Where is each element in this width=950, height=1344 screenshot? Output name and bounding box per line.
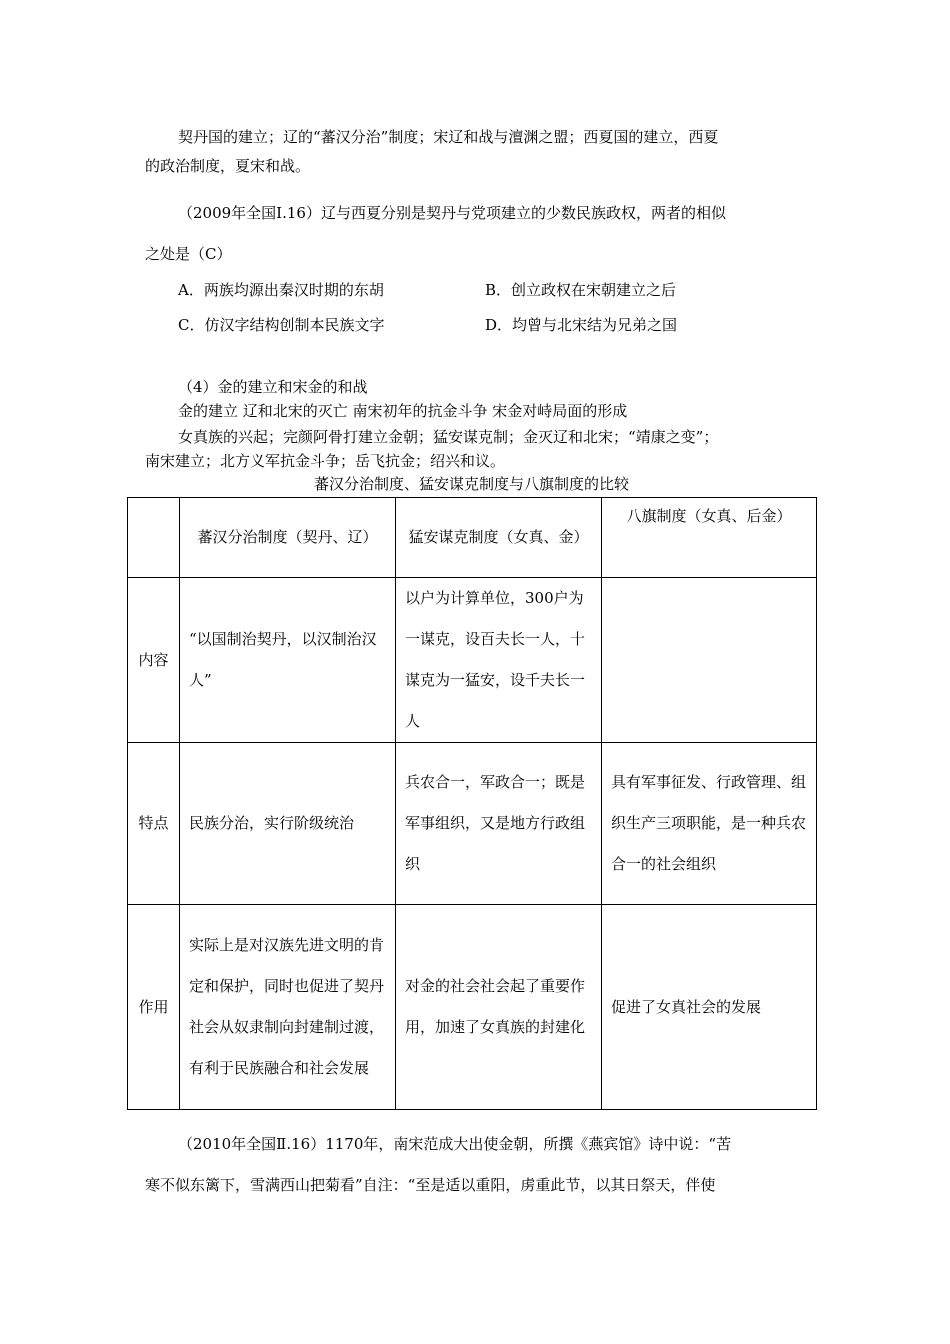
option-c: C．仿汉字结构创制本民族文字	[178, 316, 385, 334]
header-cell: 蕃汉分治制度（契丹、辽）	[180, 498, 396, 578]
table-caption: 蕃汉分治制度、猛安谋克制度与八旗制度的比较	[313, 475, 629, 493]
table-cell: 对金的社会社会起了重要作用，加速了女真族的封建化	[396, 905, 602, 1110]
table-cell: “以国制治契丹，以汉制治汉人”	[180, 578, 396, 743]
comparison-table	[127, 497, 817, 1110]
section-detail-line: 南宋建立；北方义军抗金斗争；岳飞抗金；绍兴和议。	[145, 452, 506, 470]
table-row	[128, 743, 817, 905]
table-cell: 兵农合一，军政合一；既是军事组织，又是地方行政组织	[396, 743, 602, 905]
option-d: D．均曾与北宋结为兄弟之国	[485, 316, 678, 334]
question-line: （2009年全国Ⅰ.16）辽与西夏分别是契丹与党项建立的少数民族政权，两者的相似	[178, 204, 726, 222]
section-heading: （4）金的建立和宋金的和战	[178, 378, 368, 396]
table-cell	[602, 578, 817, 743]
table-row	[128, 578, 817, 743]
table-cell: 具有军事征发、行政管理、组织生产三项职能，是一种兵农合一的社会组织	[602, 743, 817, 905]
option-b: B．创立政权在宋朝建立之后	[485, 281, 677, 299]
table-row	[128, 905, 817, 1110]
section-detail-line: 女真族的兴起；完颜阿骨打建立金朝；猛安谋克制；金灭辽和北宋；“靖康之变”；	[178, 428, 719, 446]
row-label: 特点	[128, 743, 180, 905]
table-cell: 以户为计算单位，300户为一谋克，设百夫长一人，十谋克为一猛安，设千夫长一人	[396, 578, 602, 743]
header-cell: 八旗制度（女真、后金）	[602, 498, 817, 578]
row-label: 内容	[128, 578, 180, 743]
question-line: 之处是（C）	[145, 245, 232, 263]
row-label: 作用	[128, 905, 180, 1110]
header-cell: 猛安谋克制度（女真、金）	[396, 498, 602, 578]
paragraph-line: 契丹国的建立；辽的“蕃汉分治”制度；宋辽和战与澶渊之盟；西夏国的建立，西夏	[178, 128, 719, 146]
table-cell: 促进了女真社会的发展	[602, 905, 817, 1110]
paragraph-line: 的政治制度，夏宋和战。	[145, 157, 311, 175]
table-cell: 民族分治，实行阶级统治	[180, 743, 396, 905]
table-cell: 实际上是对汉族先进文明的肯定和保护，同时也促进了契丹社会从奴隶制向封建制过渡，有利于民族融合和社会发展	[180, 905, 396, 1110]
question-line: （2010年全国Ⅱ.16）1170年，南宋范成大出使金朝，所撰《燕宾馆》诗中说：“苦	[178, 1135, 732, 1153]
option-a: A．两族均源出秦汉时期的东胡	[178, 281, 384, 299]
question-line: 寒不似东篱下，雪满西山把菊看”自注：“至是适以重阳，虏重此节，以其日祭天，伴使	[145, 1176, 716, 1194]
section-subtopics: 金的建立 辽和北宋的灭亡 南宋初年的抗金斗争 宋金对峙局面的形成	[178, 402, 628, 420]
table-corner-cell	[128, 498, 180, 578]
table-header-row	[128, 498, 817, 578]
